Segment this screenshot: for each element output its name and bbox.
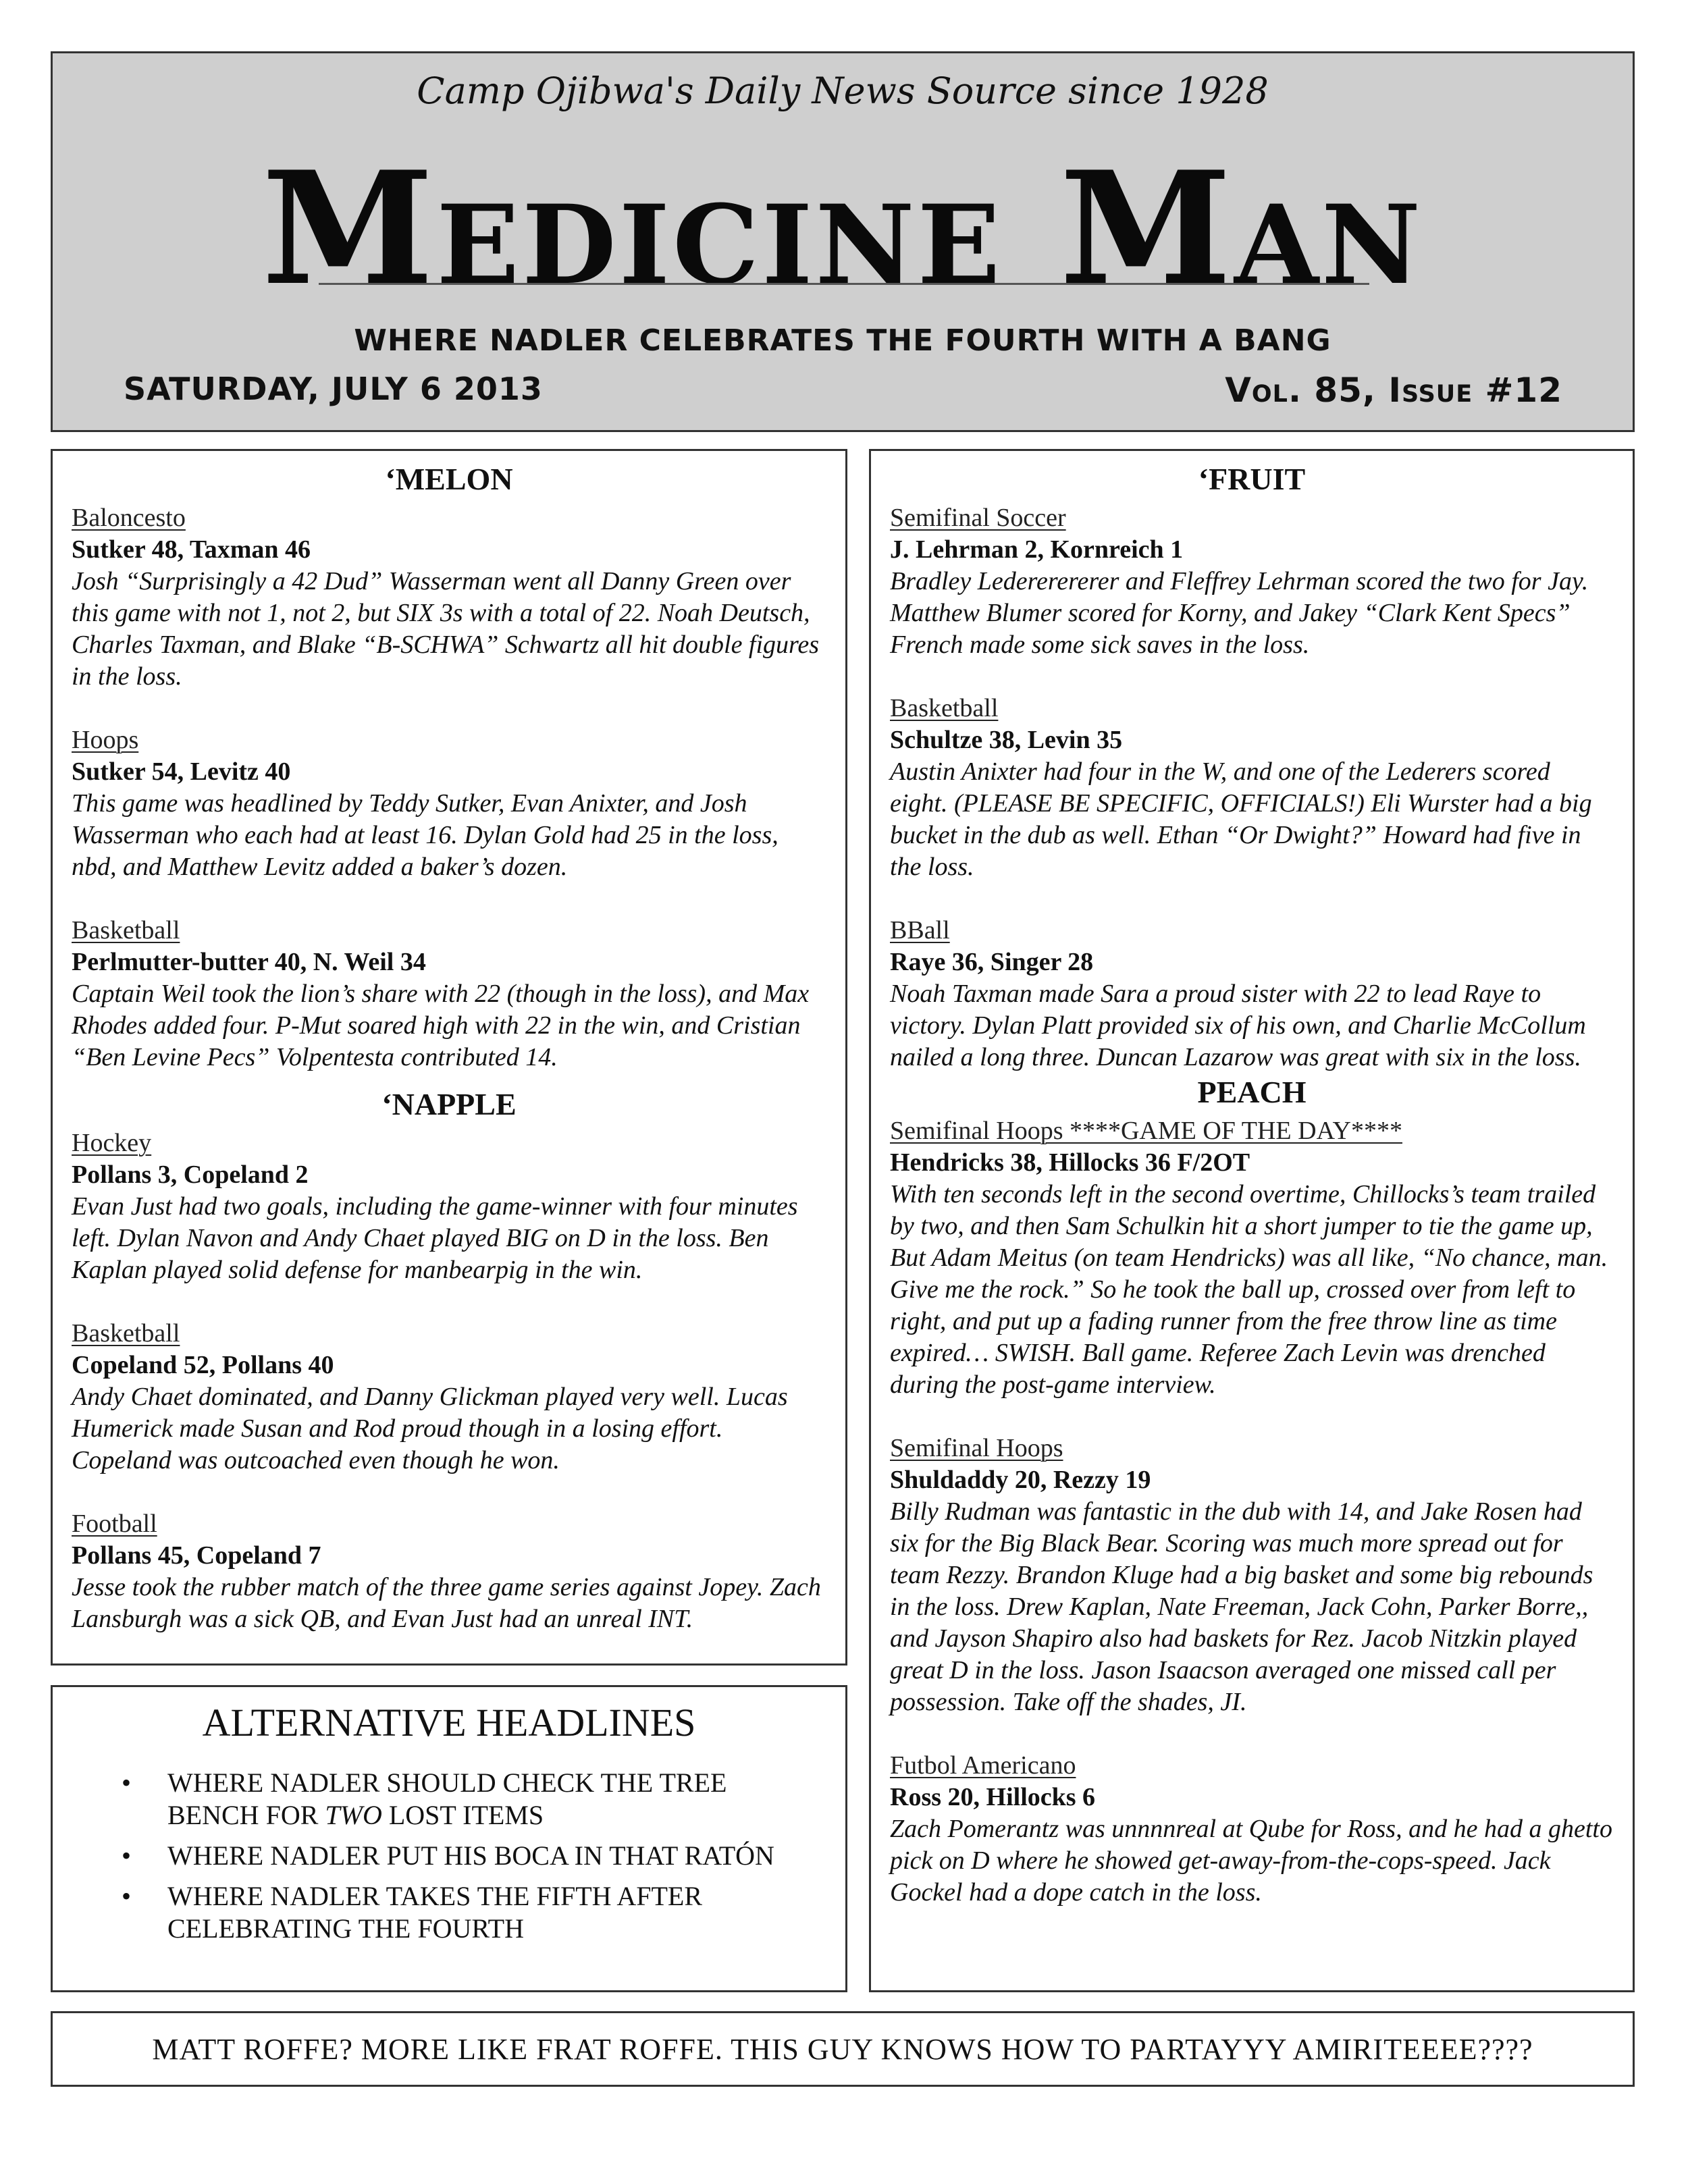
game-recap: Josh “Surprisingly a 42 Dud” Wasserman went all Danny Green over this game with not 1, not 2, but SIX 3s with a total of 22. Noah Deutsch, Charles Taxman, and Blake “B-SCHWA” Schwartz all hit double figures in the loss.: [72, 567, 820, 691]
game-report: [72, 502, 826, 693]
issue-volume: Vol. 85, Issue #12: [1225, 371, 1562, 410]
issue-date: SATURDAY, JULY 6 2013: [124, 371, 543, 407]
alternative-headlines-title: ALTERNATIVE HEADLINES: [202, 1701, 696, 1744]
alternative-headlines-list: [73, 1767, 825, 1945]
game-score: Shuldaddy 20, Rezzy 19: [890, 1466, 1151, 1494]
right-column: [869, 449, 1635, 1992]
bullet-icon: •: [122, 1767, 132, 1798]
masthead: [51, 51, 1635, 432]
sport-label: Semifinal Soccer: [890, 504, 1066, 532]
game-recap: Noah Taxman made Sara a proud sister with 22 to lead Raye to victory. Dylan Platt provided six of his own, and Charlie McCollum nailed a long three. Duncan Lazarow was great with six in the loss.: [890, 980, 1586, 1071]
headline-emphasis: TWO: [325, 1800, 382, 1830]
game-report-game-of-the-day: [890, 1115, 1614, 1401]
sport-label: Baloncesto: [72, 504, 186, 532]
masthead-tagline: Camp Ojibwa's Daily News Source since 1928: [417, 70, 1269, 112]
sport-label: Futbol Americano: [890, 1751, 1076, 1780]
title-underline: [319, 283, 1369, 285]
game-score: Copeland 52, Pollans 40: [72, 1351, 334, 1379]
left-column: [51, 449, 847, 1666]
section-title: PEACH: [1197, 1075, 1307, 1109]
game-recap: This game was headlined by Teddy Sutker, Evan Anixter, and Josh Wasserman who each had at least 16. Dylan Gold had 25 in the loss, nbd, and Matthew Levitz added a baker’s dozen.: [72, 789, 779, 881]
game-report: [890, 693, 1614, 883]
game-score: Sutker 48, Taxman 46: [72, 535, 311, 564]
bullet-icon: •: [122, 1881, 132, 1911]
alternative-headlines-box: [51, 1685, 847, 1992]
section-fruit: [890, 460, 1614, 1073]
game-recap: Zach Pomerantz was unnnnreal at Qube for Ross, and he had a ghetto pick on D where he showed get-away-from-the-cops-speed. Jack Gockel had a dope catch in the loss.: [890, 1815, 1612, 1907]
sport-label: Football: [72, 1510, 157, 1538]
game-report: [72, 915, 826, 1073]
sport-label: Basketball: [890, 694, 999, 722]
sport-label: Semifinal Hoops ****GAME OF THE DAY****: [890, 1117, 1402, 1145]
game-score: Pollans 3, Copeland 2: [72, 1161, 309, 1189]
section-title: ‘FRUIT: [1198, 462, 1306, 496]
headline-text: WHERE NADLER TAKES THE FIFTH AFTER CELEBRATING THE FOURTH: [167, 1881, 702, 1944]
game-score: Perlmutter-butter 40, N. Weil 34: [72, 948, 426, 976]
sport-label: Hoops: [72, 726, 139, 754]
sport-label: Basketball: [72, 1319, 180, 1348]
game-report: [890, 1433, 1614, 1718]
game-recap: Austin Anixter had four in the W, and one of the Lederers scored eight. (PLEASE BE SPECIFIC, OFFICIALS!) Eli Wurster had a big bucket in the dub as well. Ethan “Or Dwight?” Howard had five in the loss.: [890, 757, 1592, 881]
section-peach: [890, 1073, 1614, 1909]
sport-label: Basketball: [72, 916, 180, 944]
headline-text-end: LOST ITEMS: [381, 1800, 544, 1830]
game-recap: Billy Rudman was fantastic in the dub with 14, and Jake Rosen had six for the Big Black Bear. Scoring was much more spread out for team Rezzy. Brandon Kluge had a big basket and some big rebounds in the loss. Drew Kaplan, Nate Freeman, Jack Cohn, Parker Borre,, and Jayson Shapiro also had baskets for Rez. Jacob Nitzkin played great D in the loss. Jason Isaacson averaged one missed call per possession. Take off the shades, JI.: [890, 1497, 1593, 1716]
section-napple: [72, 1086, 826, 1635]
game-score: J. Lehrman 2, Kornreich 1: [890, 535, 1184, 564]
game-score: Ross 20, Hillocks 6: [890, 1783, 1096, 1811]
headline-text: WHERE NADLER SHOULD CHECK THE TREE BENCH FOR: [167, 1767, 727, 1830]
game-report: [72, 1127, 826, 1286]
section-title: ‘MELON: [385, 462, 513, 496]
footer-text: MATT ROFFE? MORE LIKE FRAT ROFFE. THIS GUY KNOWS HOW TO PARTAYYY AMIRITEEEE????: [152, 2032, 1533, 2066]
game-report: [890, 915, 1614, 1073]
game-score: Hendricks 38, Hillocks 36 F/2OT: [890, 1148, 1250, 1177]
game-report: [890, 1750, 1614, 1909]
game-report: [72, 1318, 826, 1476]
headline-text: WHERE NADLER PUT HIS BOCA IN THAT RATÓN: [167, 1840, 774, 1871]
sport-label: Semifinal Hoops: [890, 1434, 1063, 1462]
game-recap: With ten seconds left in the second overtime, Chillocks’s team trailed by two, and then Sam Schulkin hit a short jumper to tie the game up, But Adam Meitus (on team Hendricks) was all like, “No chance, man. Give me the rock.” So he took the ball up, crossed over from left to right, and put up a fading runner from the free throw line as time expired… SWISH. Ball game. Referee Zach Levin was drenched during the post-game interview.: [890, 1180, 1608, 1399]
game-score: Schultze 38, Levin 35: [890, 726, 1123, 754]
game-score: Raye 36, Singer 28: [890, 948, 1094, 976]
game-recap: Bradley Ledererererer and Fleffrey Lehrman scored the two for Jay. Matthew Blumer scored for Korny, and Jakey “Clark Kent Specs” French made some sick saves in the loss.: [890, 567, 1589, 659]
game-report: [890, 502, 1614, 661]
masthead-headline: WHERE NADLER CELEBRATES THE FOURTH WITH A BANG: [354, 323, 1331, 358]
game-report: [72, 1508, 826, 1635]
list-item: [73, 1880, 825, 1945]
bullet-icon: •: [122, 1840, 132, 1871]
sport-label: Hockey: [72, 1129, 152, 1157]
section-title: ‘NAPPLE: [381, 1087, 517, 1121]
list-item: [73, 1840, 825, 1872]
section-melon: [72, 460, 826, 1073]
game-recap: Andy Chaet dominated, and Danny Glickman played very well. Lucas Humerick made Susan and Rod proud though in a losing effort. Copeland was outcoached even though he won.: [72, 1383, 788, 1474]
game-recap: Captain Weil took the lion’s share with 22 (though in the loss), and Max Rhodes added four. P-Mut soared high with 22 in the win, and Cristian “Ben Levine Pecs” Volpentesta contributed 14.: [72, 980, 810, 1071]
list-item: [73, 1767, 825, 1832]
game-score: Pollans 45, Copeland 7: [72, 1541, 321, 1570]
game-report: [72, 724, 826, 883]
footer-box: [51, 2011, 1635, 2087]
newspaper-title: Medicine Man: [261, 138, 1424, 320]
sport-label: BBall: [890, 916, 950, 944]
game-recap: Jesse took the rubber match of the three game series against Jopey. Zach Lansburgh was a sick QB, and Evan Just had an unreal INT.: [72, 1573, 821, 1633]
game-score: Sutker 54, Levitz 40: [72, 757, 291, 786]
game-recap: Evan Just had two goals, including the game-winner with four minutes left. Dylan Navon and Andy Chaet played BIG on D in the loss. Ben Kaplan played solid defense for manbearpig in the win.: [72, 1192, 798, 1284]
